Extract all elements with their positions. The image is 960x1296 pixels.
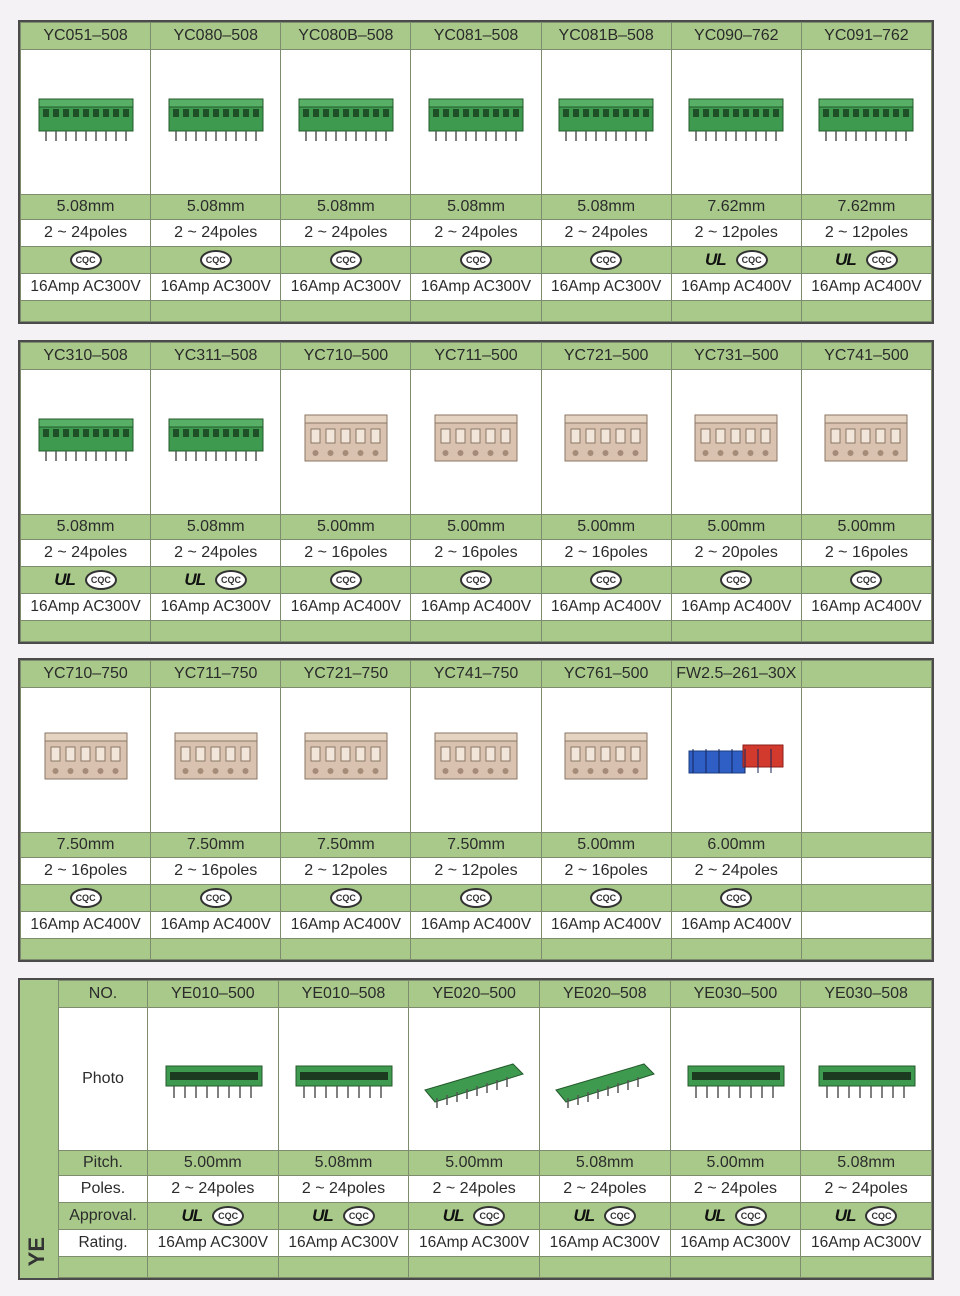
cqc-mark-icon: CQC	[850, 570, 882, 590]
model-number: YC091–762	[801, 23, 931, 50]
product-table-1	[18, 20, 934, 324]
row-label	[59, 1257, 148, 1278]
spacer-cell	[411, 939, 541, 960]
poles-value: 2 ~ 24poles	[148, 1176, 279, 1203]
cqc-mark-icon: CQC	[720, 888, 752, 908]
spacer-cell	[801, 939, 931, 960]
product-photo	[151, 370, 281, 515]
row-label: Approval.	[59, 1203, 148, 1230]
header-image	[419, 1044, 529, 1114]
model-number: YC710–750	[21, 661, 151, 688]
rating-value: 16Amp AC400V	[281, 594, 411, 621]
pitch-value: 5.08mm	[21, 195, 151, 220]
spacer-cell	[278, 1257, 409, 1278]
model-number: YC090–762	[671, 23, 801, 50]
model-number	[801, 661, 931, 688]
pitch-value	[801, 833, 931, 858]
rating-value: 16Amp AC400V	[411, 912, 541, 939]
spacer-cell	[151, 621, 281, 642]
connector-image	[551, 407, 661, 477]
connector-image	[681, 725, 791, 795]
ye-table-wrap	[58, 980, 932, 1278]
product-photo	[541, 688, 671, 833]
spacer-cell	[670, 1257, 801, 1278]
poles-value: 2 ~ 12poles	[671, 220, 801, 247]
spacer-cell	[671, 301, 801, 322]
cqc-mark-icon: CQC	[460, 570, 492, 590]
spacer-cell	[409, 1257, 540, 1278]
rating-value: 16Amp AC300V	[801, 1230, 932, 1257]
model-number: YE020–508	[539, 981, 670, 1008]
spacer-cell	[801, 1257, 932, 1278]
poles-value: 2 ~ 24poles	[21, 540, 151, 567]
spacer-cell	[148, 1257, 279, 1278]
model-number: YC761–500	[541, 661, 671, 688]
poles-value: 2 ~ 24poles	[671, 858, 801, 885]
cqc-mark-icon: CQC	[590, 570, 622, 590]
approval-marks	[281, 885, 411, 912]
rating-value: 16Amp AC400V	[671, 274, 801, 301]
poles-value: 2 ~ 24poles	[151, 540, 281, 567]
product-photo	[21, 688, 151, 833]
product-table-3	[18, 658, 934, 962]
spacer-cell	[541, 939, 671, 960]
model-number: YC711–750	[151, 661, 281, 688]
ul-mark-icon: UL	[181, 1206, 203, 1225]
connector-image	[161, 407, 271, 477]
cqc-mark-icon: CQC	[330, 570, 362, 590]
spacer-cell	[541, 301, 671, 322]
spacer-cell	[21, 301, 151, 322]
spacer-cell	[21, 621, 151, 642]
poles-value: 2 ~ 24poles	[409, 1176, 540, 1203]
header-image	[811, 1044, 921, 1114]
rating-value: 16Amp AC400V	[541, 594, 671, 621]
pitch-value: 7.50mm	[21, 833, 151, 858]
pitch-value: 5.08mm	[801, 1151, 932, 1176]
row-label: NO.	[59, 981, 148, 1008]
approval-marks	[671, 567, 801, 594]
model-number: YC080–508	[151, 23, 281, 50]
model-number: YE010–508	[278, 981, 409, 1008]
pitch-value: 7.50mm	[281, 833, 411, 858]
approval-marks	[21, 567, 151, 594]
ul-mark-icon: UL	[835, 250, 856, 269]
poles-value: 2 ~ 16poles	[801, 540, 931, 567]
connector-image	[421, 87, 531, 157]
spacer-cell	[151, 301, 281, 322]
connector-image	[31, 407, 141, 477]
header-image	[680, 1044, 790, 1114]
model-number: YC721–500	[541, 343, 671, 370]
product-photo	[670, 1008, 801, 1151]
approval-marks	[671, 247, 801, 274]
pitch-value: 7.50mm	[411, 833, 541, 858]
spacer-cell	[541, 621, 671, 642]
approval-marks	[411, 567, 541, 594]
rating-value: 16Amp AC400V	[541, 912, 671, 939]
cqc-mark-icon: CQC	[736, 250, 768, 270]
product-photo	[151, 688, 281, 833]
rating-value: 16Amp AC300V	[281, 274, 411, 301]
product-photo	[671, 50, 801, 195]
ul-mark-icon: UL	[54, 570, 75, 589]
approval-marks	[21, 885, 151, 912]
poles-value: 2 ~ 24poles	[151, 220, 281, 247]
header-image	[550, 1044, 660, 1114]
rating-value: 16Amp AC300V	[21, 274, 151, 301]
ul-mark-icon: UL	[184, 570, 206, 589]
spacer-cell	[801, 621, 931, 642]
approval-marks	[409, 1203, 540, 1230]
pitch-value: 5.08mm	[281, 195, 411, 220]
product-photo	[281, 50, 411, 195]
product-photo	[409, 1008, 540, 1151]
connector-image	[421, 407, 531, 477]
spacer-cell	[151, 939, 281, 960]
connector-image	[811, 87, 921, 157]
connector-image	[161, 87, 271, 157]
approval-marks	[801, 1203, 932, 1230]
pitch-value: 5.00mm	[670, 1151, 801, 1176]
spacer-cell	[411, 621, 541, 642]
pitch-value: 5.00mm	[409, 1151, 540, 1176]
product-photo	[21, 370, 151, 515]
product-photo	[671, 370, 801, 515]
connector-image	[681, 407, 791, 477]
pitch-value: 5.00mm	[411, 515, 541, 540]
cqc-mark-icon: CQC	[720, 570, 752, 590]
pitch-value: 7.62mm	[801, 195, 931, 220]
cqc-mark-icon: CQC	[85, 570, 117, 590]
product-photo	[541, 370, 671, 515]
approval-marks	[281, 247, 411, 274]
cqc-mark-icon: CQC	[330, 888, 362, 908]
rating-value: 16Amp AC400V	[411, 594, 541, 621]
approval-marks	[151, 567, 281, 594]
product-photo	[148, 1008, 279, 1151]
cqc-mark-icon: CQC	[330, 250, 362, 270]
model-number: YE020–500	[409, 981, 540, 1008]
rating-value: 16Amp AC300V	[148, 1230, 279, 1257]
pitch-value: 5.08mm	[151, 195, 281, 220]
ul-mark-icon: UL	[573, 1206, 595, 1225]
model-number: YC080B–508	[281, 23, 411, 50]
product-photo	[539, 1008, 670, 1151]
spacer-cell	[281, 939, 411, 960]
ye-product-table	[18, 978, 934, 1280]
cqc-mark-icon: CQC	[212, 1206, 244, 1226]
pitch-value: 5.00mm	[801, 515, 931, 540]
approval-marks	[539, 1203, 670, 1230]
product-photo	[541, 50, 671, 195]
row-label: Photo	[59, 1008, 148, 1151]
approval-marks	[411, 247, 541, 274]
cqc-mark-icon: CQC	[343, 1206, 375, 1226]
spacer-cell	[21, 939, 151, 960]
rating-value: 16Amp AC300V	[409, 1230, 540, 1257]
pitch-value: 5.00mm	[148, 1151, 279, 1176]
product-photo	[671, 688, 801, 833]
approval-marks	[801, 885, 931, 912]
ul-mark-icon: UL	[442, 1206, 464, 1225]
approval-marks	[411, 885, 541, 912]
approval-marks	[281, 567, 411, 594]
product-photo	[801, 1008, 932, 1151]
ye-side-text: YE	[24, 1236, 49, 1266]
connector-image	[551, 725, 661, 795]
rating-value: 16Amp AC300V	[541, 274, 671, 301]
product-photo	[151, 50, 281, 195]
pitch-value: 7.62mm	[671, 195, 801, 220]
header-image	[158, 1044, 268, 1114]
approval-marks	[541, 247, 671, 274]
connector-image	[31, 725, 141, 795]
spacer-cell	[539, 1257, 670, 1278]
ul-mark-icon: UL	[704, 1206, 725, 1225]
poles-value: 2 ~ 24poles	[281, 220, 411, 247]
cqc-mark-icon: CQC	[200, 250, 232, 270]
pitch-value: 5.08mm	[539, 1151, 670, 1176]
pitch-value: 5.08mm	[411, 195, 541, 220]
cqc-mark-icon: CQC	[590, 250, 622, 270]
poles-value: 2 ~ 16poles	[411, 540, 541, 567]
rating-value: 16Amp AC400V	[151, 912, 281, 939]
cqc-mark-icon: CQC	[215, 570, 247, 590]
rating-value: 16Amp AC400V	[281, 912, 411, 939]
product-photo	[281, 370, 411, 515]
poles-value: 2 ~ 24poles	[670, 1176, 801, 1203]
pitch-value: 5.08mm	[151, 515, 281, 540]
spacer-cell	[801, 301, 931, 322]
connector-image	[291, 725, 401, 795]
product-photo	[801, 370, 931, 515]
pitch-value: 5.08mm	[278, 1151, 409, 1176]
ye-series-label	[20, 980, 59, 1278]
row-label: Pitch.	[59, 1151, 148, 1176]
approval-marks	[21, 247, 151, 274]
rating-value: 16Amp AC300V	[670, 1230, 801, 1257]
product-photo	[281, 688, 411, 833]
poles-value: 2 ~ 12poles	[281, 858, 411, 885]
poles-value: 2 ~ 24poles	[278, 1176, 409, 1203]
approval-marks	[151, 885, 281, 912]
model-number: YC741–500	[801, 343, 931, 370]
product-photo	[411, 370, 541, 515]
cqc-mark-icon: CQC	[473, 1206, 505, 1226]
connector-image	[811, 407, 921, 477]
poles-value: 2 ~ 24poles	[539, 1176, 670, 1203]
poles-value: 2 ~ 24poles	[801, 1176, 932, 1203]
rating-value	[801, 912, 931, 939]
pitch-value: 5.00mm	[671, 515, 801, 540]
product-photo	[21, 50, 151, 195]
approval-marks	[148, 1203, 279, 1230]
poles-value: 2 ~ 24poles	[541, 220, 671, 247]
approval-marks	[151, 247, 281, 274]
poles-value: 2 ~ 16poles	[281, 540, 411, 567]
pitch-value: 5.08mm	[21, 515, 151, 540]
approval-marks	[670, 1203, 801, 1230]
connector-image	[681, 87, 791, 157]
cqc-mark-icon: CQC	[460, 888, 492, 908]
connector-image	[551, 87, 661, 157]
cqc-mark-icon: CQC	[590, 888, 622, 908]
cqc-mark-icon: CQC	[735, 1206, 767, 1226]
poles-value: 2 ~ 16poles	[541, 858, 671, 885]
connector-image	[291, 87, 401, 157]
connector-image	[291, 407, 401, 477]
product-photo	[411, 688, 541, 833]
model-number: YC311–508	[151, 343, 281, 370]
rating-value: 16Amp AC300V	[539, 1230, 670, 1257]
header-image	[288, 1044, 398, 1114]
rating-value: 16Amp AC300V	[151, 594, 281, 621]
poles-value: 2 ~ 16poles	[21, 858, 151, 885]
model-number: YC721–750	[281, 661, 411, 688]
poles-value: 2 ~ 12poles	[801, 220, 931, 247]
pitch-value: 5.00mm	[541, 833, 671, 858]
poles-value: 2 ~ 16poles	[151, 858, 281, 885]
rating-value: 16Amp AC300V	[411, 274, 541, 301]
spacer-cell	[281, 621, 411, 642]
model-number: YC710–500	[281, 343, 411, 370]
approval-marks	[541, 567, 671, 594]
ul-mark-icon: UL	[312, 1206, 333, 1225]
rating-value: 16Amp AC400V	[801, 594, 931, 621]
rating-value: 16Amp AC400V	[801, 274, 931, 301]
product-photo	[801, 50, 931, 195]
poles-value	[801, 858, 931, 885]
product-photo	[411, 50, 541, 195]
connector-image	[161, 725, 271, 795]
pitch-value: 5.00mm	[541, 515, 671, 540]
poles-value: 2 ~ 20poles	[671, 540, 801, 567]
row-label: Poles.	[59, 1176, 148, 1203]
model-number: YC310–508	[21, 343, 151, 370]
product-photo	[278, 1008, 409, 1151]
rating-value: 16Amp AC400V	[21, 912, 151, 939]
rating-value: 16Amp AC400V	[671, 594, 801, 621]
product-photo	[801, 688, 931, 833]
connector-image	[421, 725, 531, 795]
cqc-mark-icon: CQC	[604, 1206, 636, 1226]
pitch-value: 5.08mm	[541, 195, 671, 220]
model-number: YC081B–508	[541, 23, 671, 50]
cqc-mark-icon: CQC	[460, 250, 492, 270]
approval-marks	[801, 567, 931, 594]
poles-value: 2 ~ 24poles	[411, 220, 541, 247]
cqc-mark-icon: CQC	[866, 250, 898, 270]
row-label: Rating.	[59, 1230, 148, 1257]
poles-value: 2 ~ 24poles	[21, 220, 151, 247]
model-number: FW2.5–261–30X	[671, 661, 801, 688]
cqc-mark-icon: CQC	[70, 888, 102, 908]
poles-value: 2 ~ 12poles	[411, 858, 541, 885]
model-number: YC741–750	[411, 661, 541, 688]
approval-marks	[278, 1203, 409, 1230]
rating-value: 16Amp AC400V	[671, 912, 801, 939]
cqc-mark-icon: CQC	[200, 888, 232, 908]
product-table-2	[18, 340, 934, 644]
ul-mark-icon: UL	[704, 250, 726, 269]
spacer-cell	[671, 939, 801, 960]
model-number: YE030–508	[801, 981, 932, 1008]
pitch-value: 5.00mm	[281, 515, 411, 540]
approval-marks	[541, 885, 671, 912]
spacer-cell	[281, 301, 411, 322]
ul-mark-icon: UL	[834, 1206, 856, 1225]
cqc-mark-icon: CQC	[865, 1206, 897, 1226]
rating-value: 16Amp AC300V	[151, 274, 281, 301]
model-number: YC731–500	[671, 343, 801, 370]
model-number: YC711–500	[411, 343, 541, 370]
pitch-value: 6.00mm	[671, 833, 801, 858]
spacer-cell	[411, 301, 541, 322]
model-number: YC051–508	[21, 23, 151, 50]
rating-value: 16Amp AC300V	[278, 1230, 409, 1257]
approval-marks	[671, 885, 801, 912]
poles-value: 2 ~ 16poles	[541, 540, 671, 567]
approval-marks	[801, 247, 931, 274]
model-number: YE010–500	[148, 981, 279, 1008]
pitch-value: 7.50mm	[151, 833, 281, 858]
rating-value: 16Amp AC300V	[21, 594, 151, 621]
model-number: YE030–500	[670, 981, 801, 1008]
spacer-cell	[671, 621, 801, 642]
model-number: YC081–508	[411, 23, 541, 50]
cqc-mark-icon: CQC	[70, 250, 102, 270]
connector-image	[31, 87, 141, 157]
